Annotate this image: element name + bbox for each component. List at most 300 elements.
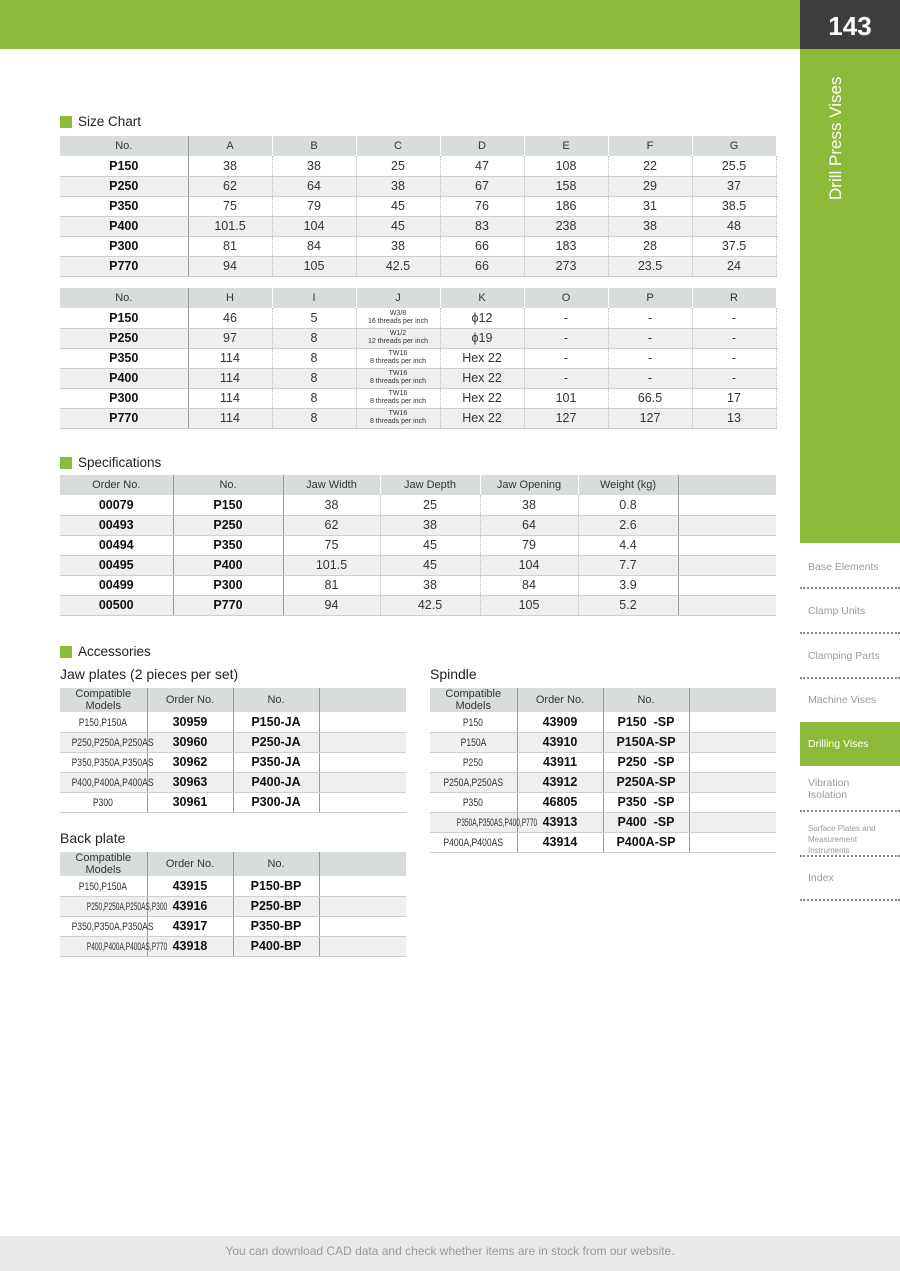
spindle-title: Spindle: [430, 666, 477, 682]
table-row: [60, 575, 776, 595]
table-cell: 62: [283, 515, 380, 535]
model-cell: P400: [60, 216, 188, 236]
table-cell: 127: [524, 408, 608, 428]
table-cell: 29: [608, 176, 692, 196]
table-cell: 28: [608, 236, 692, 256]
compatible-models-cell: [430, 772, 517, 792]
part-number-cell: P250A-SP: [603, 772, 689, 792]
order-number-cell: 00499: [60, 575, 173, 595]
table-cell: 22: [608, 156, 692, 176]
column-header: Compatible Models: [430, 688, 517, 712]
table-row: [430, 772, 776, 792]
compatible-models-text: P150,P150A: [79, 716, 128, 729]
table-row: [60, 555, 776, 575]
size-chart-table-2: [60, 288, 777, 429]
empty-cell: [319, 752, 406, 772]
table-cell: 105: [480, 595, 578, 615]
table-cell: 79: [480, 535, 578, 555]
table-cell: 183: [524, 236, 608, 256]
table-cell: Hex 22: [440, 408, 524, 428]
sidebar-divider: [800, 632, 900, 634]
sidebar-divider: [800, 855, 900, 857]
table-cell: 23.5: [608, 256, 692, 276]
table-cell: 238: [524, 216, 608, 236]
table-cell: 38: [380, 575, 480, 595]
table-cell: 66: [440, 256, 524, 276]
empty-cell: [319, 732, 406, 752]
table-header-row: [60, 136, 776, 156]
compatible-models-text: P400,P400A,P400AS: [71, 777, 154, 789]
table-row: [430, 812, 776, 832]
empty-cell: [689, 712, 776, 732]
empty-cell: [678, 535, 776, 555]
empty-cell: [319, 876, 406, 896]
table-cell: 101.5: [283, 555, 380, 575]
column-header: Jaw Depth: [380, 475, 480, 495]
table-cell: -: [524, 308, 608, 328]
table-row: [60, 216, 776, 236]
part-number-cell: P300-JA: [233, 792, 319, 812]
table-cell: 25: [380, 495, 480, 515]
part-number-cell: P400 -SP: [603, 812, 689, 832]
table-cell: 38: [480, 495, 578, 515]
empty-cell: [319, 712, 406, 732]
table-cell: 84: [480, 575, 578, 595]
table-cell: 66: [440, 236, 524, 256]
table-row: [60, 535, 776, 555]
thread-size: TW16: [388, 370, 408, 377]
order-number-cell: 00493: [60, 515, 173, 535]
column-header: Jaw Opening: [480, 475, 578, 495]
table-row: [60, 176, 776, 196]
table-cell: 48: [692, 216, 776, 236]
jaw-plates-table: [60, 688, 407, 813]
column-header: Order No.: [60, 475, 173, 495]
thread-size: W1/2: [389, 330, 407, 337]
order-number-cell: 30960: [147, 732, 233, 752]
thread-spec-cell: [356, 368, 440, 388]
compatible-models-text: P350,P350A,P350AS: [71, 757, 154, 769]
empty-cell: [689, 752, 776, 772]
order-number-cell: 43912: [517, 772, 603, 792]
compatible-models-cell: [60, 752, 154, 772]
table-row: [60, 348, 776, 368]
empty-cell: [319, 792, 406, 812]
thread-size: W3/8: [389, 309, 407, 317]
table-cell: 8: [272, 368, 356, 388]
table-cell: 45: [356, 216, 440, 236]
table-cell: Hex 22: [440, 388, 524, 408]
table-row: [430, 712, 776, 732]
table-cell: Hex 22: [440, 348, 524, 368]
model-cell: P770: [60, 408, 188, 428]
thread-pitch: 8 threads per inch: [369, 398, 427, 405]
column-header: D: [440, 136, 524, 156]
compatible-models-text: P250,P250A,P250AS: [71, 737, 154, 749]
table-cell: 8: [272, 408, 356, 428]
table-cell: 94: [283, 595, 380, 615]
table-cell: 37: [692, 176, 776, 196]
sidebar-item-index[interactable]: Index: [808, 872, 834, 884]
column-header: R: [692, 288, 776, 308]
order-number-cell: 00079: [60, 495, 173, 515]
table-cell: 47: [440, 156, 524, 176]
column-header: O: [524, 288, 608, 308]
model-cell: P150: [173, 495, 283, 515]
compatible-models-text: P150,P150A: [79, 880, 128, 893]
table-cell: 17: [692, 388, 776, 408]
table-cell: 81: [188, 236, 272, 256]
table-cell: 2.6: [578, 515, 678, 535]
table-cell: ϕ12: [440, 308, 524, 328]
table-cell: 38: [188, 156, 272, 176]
table-row: [60, 196, 776, 216]
column-header: B: [272, 136, 356, 156]
table-row: [60, 792, 406, 812]
sidebar-item-clamp-units[interactable]: Clamp Units: [808, 605, 866, 617]
part-number-cell: P350-JA: [233, 752, 319, 772]
thread-spec-cell: [356, 348, 440, 368]
table-cell: 4.4: [578, 535, 678, 555]
table-cell: -: [692, 348, 776, 368]
table-row: [430, 792, 776, 812]
empty-cell: [678, 495, 776, 515]
table-cell: 25: [356, 156, 440, 176]
thread-pitch: 8 threads per inch: [369, 358, 427, 365]
table-row: [60, 896, 406, 916]
table-cell: 101: [524, 388, 608, 408]
table-row: [60, 712, 406, 732]
table-cell: -: [524, 348, 608, 368]
thread-spec-cell: [356, 388, 440, 408]
empty-header: [319, 852, 406, 876]
table-cell: 76: [440, 196, 524, 216]
table-cell: 38: [608, 216, 692, 236]
specifications-heading: [60, 455, 161, 470]
sidebar-divider: [800, 899, 900, 901]
compatible-models-text: P250,P250A,P250AS,P300: [86, 901, 168, 913]
table-row: [60, 936, 406, 956]
compatible-models-text: P400,P400A,P400AS,P770: [86, 941, 168, 953]
table-cell: 5.2: [578, 595, 678, 615]
compatible-models-cell: [430, 792, 517, 812]
compatible-models-cell: [60, 772, 154, 792]
table-row: [60, 156, 776, 176]
table-row: [430, 752, 776, 772]
sidebar-item-vibration-isolation[interactable]: Vibration Isolation: [808, 777, 850, 801]
table-cell: 158: [524, 176, 608, 196]
table-cell: 114: [188, 388, 272, 408]
table-cell: 101.5: [188, 216, 272, 236]
table-row: [60, 916, 406, 936]
top-banner: [0, 0, 800, 49]
table-cell: 75: [188, 196, 272, 216]
square-bullet-icon: [60, 457, 72, 469]
table-cell: -: [524, 328, 608, 348]
column-header: Compatible Models: [60, 852, 147, 876]
order-number-cell: 43915: [147, 876, 233, 896]
table-row: [60, 408, 776, 428]
table-row: [60, 236, 776, 256]
sidebar-divider: [800, 587, 900, 589]
table-cell: 5: [272, 308, 356, 328]
part-number-cell: P150-JA: [233, 712, 319, 732]
compatible-models-text: P250: [463, 757, 484, 769]
order-number-cell: 00500: [60, 595, 173, 615]
column-header: No.: [233, 852, 319, 876]
table-row: [430, 832, 776, 852]
compatible-models-cell: [430, 832, 517, 852]
thread-size: TW16: [388, 350, 408, 357]
order-number-cell: 43914: [517, 832, 603, 852]
column-header: No.: [60, 288, 188, 308]
column-header: No.: [60, 136, 188, 156]
order-number-cell: 43911: [517, 752, 603, 772]
table-cell: 127: [608, 408, 692, 428]
table-cell: 75: [283, 535, 380, 555]
order-number-cell: 00495: [60, 555, 173, 575]
back-plate-table: [60, 852, 407, 957]
sidebar-item-machine-vises[interactable]: Machine Vises: [808, 694, 877, 706]
table-cell: 66.5: [608, 388, 692, 408]
model-cell: P250: [173, 515, 283, 535]
empty-cell: [678, 555, 776, 575]
table-cell: 31: [608, 196, 692, 216]
table-header-row: [60, 688, 406, 712]
table-cell: 3.9: [578, 575, 678, 595]
model-cell: P770: [173, 595, 283, 615]
column-header: No.: [603, 688, 689, 712]
empty-cell: [678, 575, 776, 595]
compatible-models-cell: [60, 732, 154, 752]
table-cell: 273: [524, 256, 608, 276]
table-cell: 38.5: [692, 196, 776, 216]
size-chart-table-1: [60, 136, 777, 277]
square-bullet-icon: [60, 116, 72, 128]
empty-cell: [678, 515, 776, 535]
column-header: No.: [173, 475, 283, 495]
empty-cell: [319, 936, 406, 956]
thread-spec-cell: [356, 308, 440, 328]
table-cell: 104: [480, 555, 578, 575]
compatible-models-cell: [430, 812, 538, 832]
table-header-row: [430, 688, 776, 712]
model-cell: P770: [60, 256, 188, 276]
table-cell: -: [608, 308, 692, 328]
table-row: [60, 876, 406, 896]
table-cell: 38: [356, 236, 440, 256]
table-cell: -: [608, 368, 692, 388]
specifications-title: Specifications: [78, 455, 162, 470]
thread-spec-cell: [356, 328, 440, 348]
table-row: [60, 368, 776, 388]
column-header: Order No.: [147, 688, 233, 712]
table-cell: 46: [188, 308, 272, 328]
column-header: No.: [233, 688, 319, 712]
part-number-cell: P150 -SP: [603, 712, 689, 732]
compatible-models-cell: [430, 712, 517, 732]
table-cell: 8: [272, 328, 356, 348]
compatible-models-text: P150A: [460, 737, 487, 749]
model-cell: P350: [173, 535, 283, 555]
column-header: I: [272, 288, 356, 308]
table-cell: -: [692, 368, 776, 388]
sidebar-item-clamping-parts[interactable]: Clamping Parts: [808, 650, 880, 662]
table-cell: 8: [272, 348, 356, 368]
table-row: [60, 732, 406, 752]
empty-cell: [319, 916, 406, 936]
specifications-table: [60, 475, 777, 616]
table-cell: Hex 22: [440, 368, 524, 388]
table-cell: 13: [692, 408, 776, 428]
table-cell: 7.7: [578, 555, 678, 575]
part-number-cell: P250-JA: [233, 732, 319, 752]
model-cell: P250: [60, 176, 188, 196]
compatible-models-cell: [430, 752, 517, 772]
table-row: [60, 328, 776, 348]
compatible-models-cell: [60, 896, 168, 916]
sidebar-item-surface-plates[interactable]: Surface Plates and Measurement Instruments: [808, 824, 876, 855]
table-cell: 38: [272, 156, 356, 176]
jaw-plates-title: Jaw plates (2 pieces per set): [60, 666, 239, 682]
table-cell: 42.5: [380, 595, 480, 615]
part-number-cell: P350-BP: [233, 916, 319, 936]
table-header-row: [60, 288, 776, 308]
order-number-cell: 30961: [147, 792, 233, 812]
table-cell: -: [692, 328, 776, 348]
table-row: [60, 388, 776, 408]
table-cell: -: [608, 328, 692, 348]
order-number-cell: 43910: [517, 732, 603, 752]
sidebar-item-drilling-vises[interactable]: Drilling Vises: [800, 722, 900, 766]
table-cell: 38: [380, 515, 480, 535]
part-number-cell: P250-BP: [233, 896, 319, 916]
thread-size: TW16: [388, 410, 408, 417]
compatible-models-cell: [430, 732, 517, 752]
order-number-cell: 46805: [517, 792, 603, 812]
column-header: P: [608, 288, 692, 308]
model-cell: P150: [60, 156, 188, 176]
table-row: [60, 256, 776, 276]
empty-cell: [678, 595, 776, 615]
empty-cell: [319, 772, 406, 792]
table-header-row: [60, 475, 776, 495]
order-number-cell: 43916: [147, 896, 233, 916]
table-cell: 37.5: [692, 236, 776, 256]
empty-cell: [689, 772, 776, 792]
order-number-cell: 30959: [147, 712, 233, 732]
model-cell: P350: [60, 348, 188, 368]
table-cell: 186: [524, 196, 608, 216]
compatible-models-cell: [60, 936, 168, 956]
table-cell: 45: [380, 535, 480, 555]
sidebar-divider: [800, 810, 900, 812]
model-cell: P300: [173, 575, 283, 595]
compatible-models-text: P150: [463, 716, 484, 729]
footer-note: You can download CAD data and check whether items are in stock from our website.: [0, 1236, 900, 1271]
empty-cell: [689, 732, 776, 752]
table-cell: -: [608, 348, 692, 368]
table-cell: 79: [272, 196, 356, 216]
order-number-cell: 43918: [147, 936, 233, 956]
table-row: [60, 515, 776, 535]
model-cell: P300: [60, 236, 188, 256]
column-header: Compatible Models: [60, 688, 147, 712]
table-row: [60, 308, 776, 328]
table-cell: 0.8: [578, 495, 678, 515]
table-cell: 83: [440, 216, 524, 236]
compatible-models-text: P350: [463, 797, 484, 809]
compatible-models-text: P400A,P400AS: [443, 837, 504, 849]
thread-size: TW16: [388, 390, 408, 397]
table-cell: 84: [272, 236, 356, 256]
table-cell: 25.5: [692, 156, 776, 176]
sidebar-item-base-elements[interactable]: Base Elements: [808, 561, 879, 573]
table-cell: 114: [188, 348, 272, 368]
model-cell: P400: [173, 555, 283, 575]
table-cell: 45: [356, 196, 440, 216]
table-cell: 62: [188, 176, 272, 196]
column-header: J: [356, 288, 440, 308]
model-cell: P350: [60, 196, 188, 216]
table-cell: 114: [188, 408, 272, 428]
part-number-cell: P400A-SP: [603, 832, 689, 852]
size-chart-title: Size Chart: [78, 114, 142, 129]
column-header: Jaw Width: [283, 475, 380, 495]
spindle-table: [430, 688, 777, 853]
accessories-title: Accessories: [78, 644, 151, 659]
table-cell: 64: [480, 515, 578, 535]
column-header: Weight (kg): [578, 475, 678, 495]
column-header: K: [440, 288, 524, 308]
column-header: Order No.: [517, 688, 603, 712]
table-cell: 108: [524, 156, 608, 176]
thread-pitch: 16 threads per inch: [368, 317, 428, 325]
table-cell: 38: [356, 176, 440, 196]
part-number-cell: P150A-SP: [603, 732, 689, 752]
model-cell: P400: [60, 368, 188, 388]
accessories-heading: [60, 644, 151, 659]
compatible-models-text: P350,P350A,P350AS: [71, 921, 154, 933]
compatible-models-cell: [60, 712, 147, 732]
empty-cell: [319, 896, 406, 916]
square-bullet-icon: [60, 646, 72, 658]
table-cell: 114: [188, 368, 272, 388]
sidebar-divider: [800, 677, 900, 679]
table-cell: -: [692, 308, 776, 328]
compatible-models-text: P300: [93, 797, 114, 809]
order-number-cell: 43913: [517, 812, 603, 832]
thread-pitch: 12 threads per inch: [368, 338, 428, 345]
part-number-cell: P150-BP: [233, 876, 319, 896]
page-number: 143: [800, 0, 900, 49]
compatible-models-text: P350A,P350AS,P400,P770: [456, 817, 538, 829]
order-number-cell: 43909: [517, 712, 603, 732]
table-row: [60, 752, 406, 772]
table-cell: ϕ19: [440, 328, 524, 348]
compatible-models-text: P250A,P250AS: [443, 777, 504, 789]
compatible-models-cell: [60, 792, 147, 812]
table-cell: 97: [188, 328, 272, 348]
table-cell: 104: [272, 216, 356, 236]
empty-header: [678, 475, 776, 495]
thread-spec-cell: [356, 408, 440, 428]
model-cell: P250: [60, 328, 188, 348]
order-number-cell: 00494: [60, 535, 173, 555]
part-number-cell: P400-JA: [233, 772, 319, 792]
column-header: F: [608, 136, 692, 156]
table-cell: 94: [188, 256, 272, 276]
